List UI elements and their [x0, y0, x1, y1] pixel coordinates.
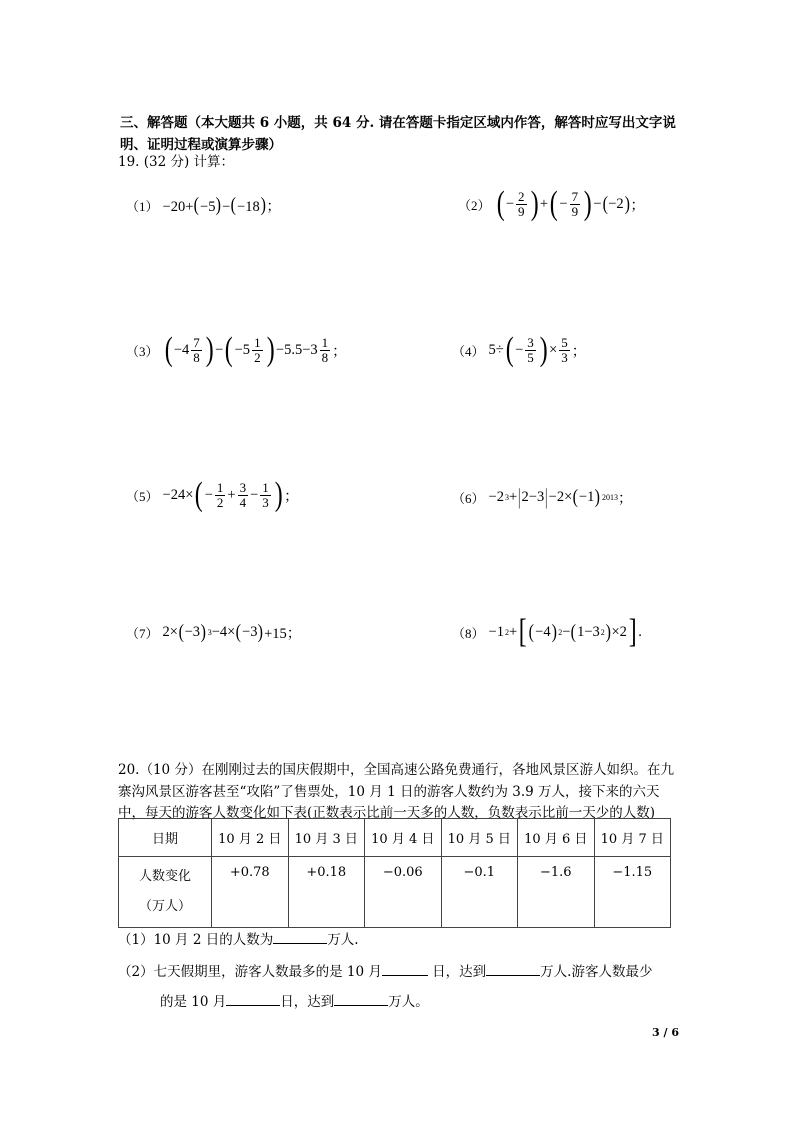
answer-blank[interactable]	[486, 961, 540, 976]
item-label: （1）	[126, 198, 159, 214]
row-label-line-2: （万人）	[138, 899, 191, 914]
expression: −24× ( − $\frac{1}{2}$ + $\frac{3}{4}$ − $\frac{1}{3}$ ) ；	[162, 476, 299, 513]
q19-item-7	[126, 615, 301, 649]
table-row-label	[119, 857, 212, 928]
table-date-cell: 10 月 4 日	[365, 819, 442, 857]
expression: 2× ( −3 ) 3 −4× ( −3 ) +15；	[162, 621, 302, 643]
q20-sub-2-line-1	[118, 960, 652, 980]
answer-blank[interactable]	[382, 961, 428, 976]
sub-text: 日，达到	[427, 964, 487, 980]
table-row	[119, 857, 671, 928]
table-value-cell: −0.1	[441, 857, 518, 928]
table-value-cell: −1.15	[594, 857, 671, 928]
sub-text: 的是 10 月	[160, 994, 227, 1010]
expression: −20+(−5)−(−18)；	[162, 193, 281, 216]
answer-blank[interactable]	[273, 929, 327, 944]
expression: −1 2 + [ ( −4 ) 2 − ( 1−3 2 ) ×2 ] .	[488, 613, 642, 650]
section-title: 三、解答题（本大题共 6 小题，共 64 分. 请在答题卡指定区域内作答，解答时应写出文字说明、证明过程或演算步骤）	[120, 115, 676, 153]
page-number: 3 / 6	[652, 1026, 679, 1039]
table-date-cell: 10 月 3 日	[288, 819, 365, 857]
item-label: （3）	[126, 343, 159, 359]
table-date-cell: 10 月 5 日	[441, 819, 518, 857]
item-label: （6）	[452, 490, 485, 506]
q19-item-4	[452, 328, 586, 372]
item-label: （7）	[126, 625, 159, 641]
table-date-cell: 10 月 2 日	[212, 819, 289, 857]
sub-text: 日，达到	[280, 994, 335, 1010]
q19-header: 19. (32 分) 计算：	[118, 154, 235, 170]
q20-sub-2-line-2	[160, 990, 429, 1010]
expression: 5÷ ( − $\frac{3}{5}$ ) × $\frac{5}{3}$ ；	[488, 331, 587, 368]
answer-blank[interactable]	[334, 991, 388, 1006]
sub-text: （2）七天假期里，游客人数最多的是 10 月	[118, 964, 382, 980]
sub-text: 万人。	[388, 994, 429, 1010]
q19-item-1	[126, 188, 281, 222]
q19-item-8	[452, 612, 642, 652]
table-value-cell: +0.78	[212, 857, 289, 928]
answer-blank[interactable]	[226, 991, 280, 1006]
table-value-cell: −1.6	[518, 857, 595, 928]
expression: ( − $\frac{2}{9}$ ) + ( − $\frac{7}{9}$ ) − ( −2 ) ；	[496, 185, 645, 222]
sub-text: 万人.	[327, 932, 359, 948]
q19-item-5	[126, 473, 299, 517]
item-label: （5）	[126, 488, 159, 504]
visitor-change-table	[118, 818, 671, 928]
sub-text: 万人.游客人数最少	[540, 964, 653, 980]
q20-sub-1	[118, 928, 359, 948]
q19-item-2	[458, 182, 645, 226]
table-row	[119, 819, 671, 857]
expression: ( −4 $\frac{7}{8}$ ) − ( −5 $\frac{1}{2}$ ) −5.5−3 $\frac{1}{8}$ ；	[164, 331, 347, 368]
table-value-cell: +0.18	[288, 857, 365, 928]
item-label: （2）	[458, 197, 491, 213]
sub-text: （1）10 月 2 日的人数为	[118, 932, 274, 948]
table-date-cell: 10 月 6 日	[518, 819, 595, 857]
q19-item-3	[126, 328, 347, 372]
table-value-cell: −0.06	[365, 857, 442, 928]
table-date-cell: 10 月 7 日	[594, 819, 671, 857]
q20-intro: 20.（10 分）在刚刚过去的国庆假期中，全国高速公路免费通行，各地风景区游人如织。在九寨沟风景区游客甚至“攻陷”了售票处，10 月 1 日的游客人数约为 3.9 万人，接下来的六天中，每天的游客人数变化如下表(正数表示比前一天多的人数，负数表示比前一天少的人数)	[118, 762, 674, 821]
row-label-line-1: 人数变化	[138, 869, 191, 884]
q19-item-6	[452, 480, 633, 514]
item-label: （4）	[452, 343, 485, 359]
expression: −2 3 + | 2−3 | −2× ( −1 ) 2013 ；	[488, 484, 633, 509]
item-label: （8）	[452, 625, 485, 641]
table-header-cell: 日期	[119, 819, 212, 857]
